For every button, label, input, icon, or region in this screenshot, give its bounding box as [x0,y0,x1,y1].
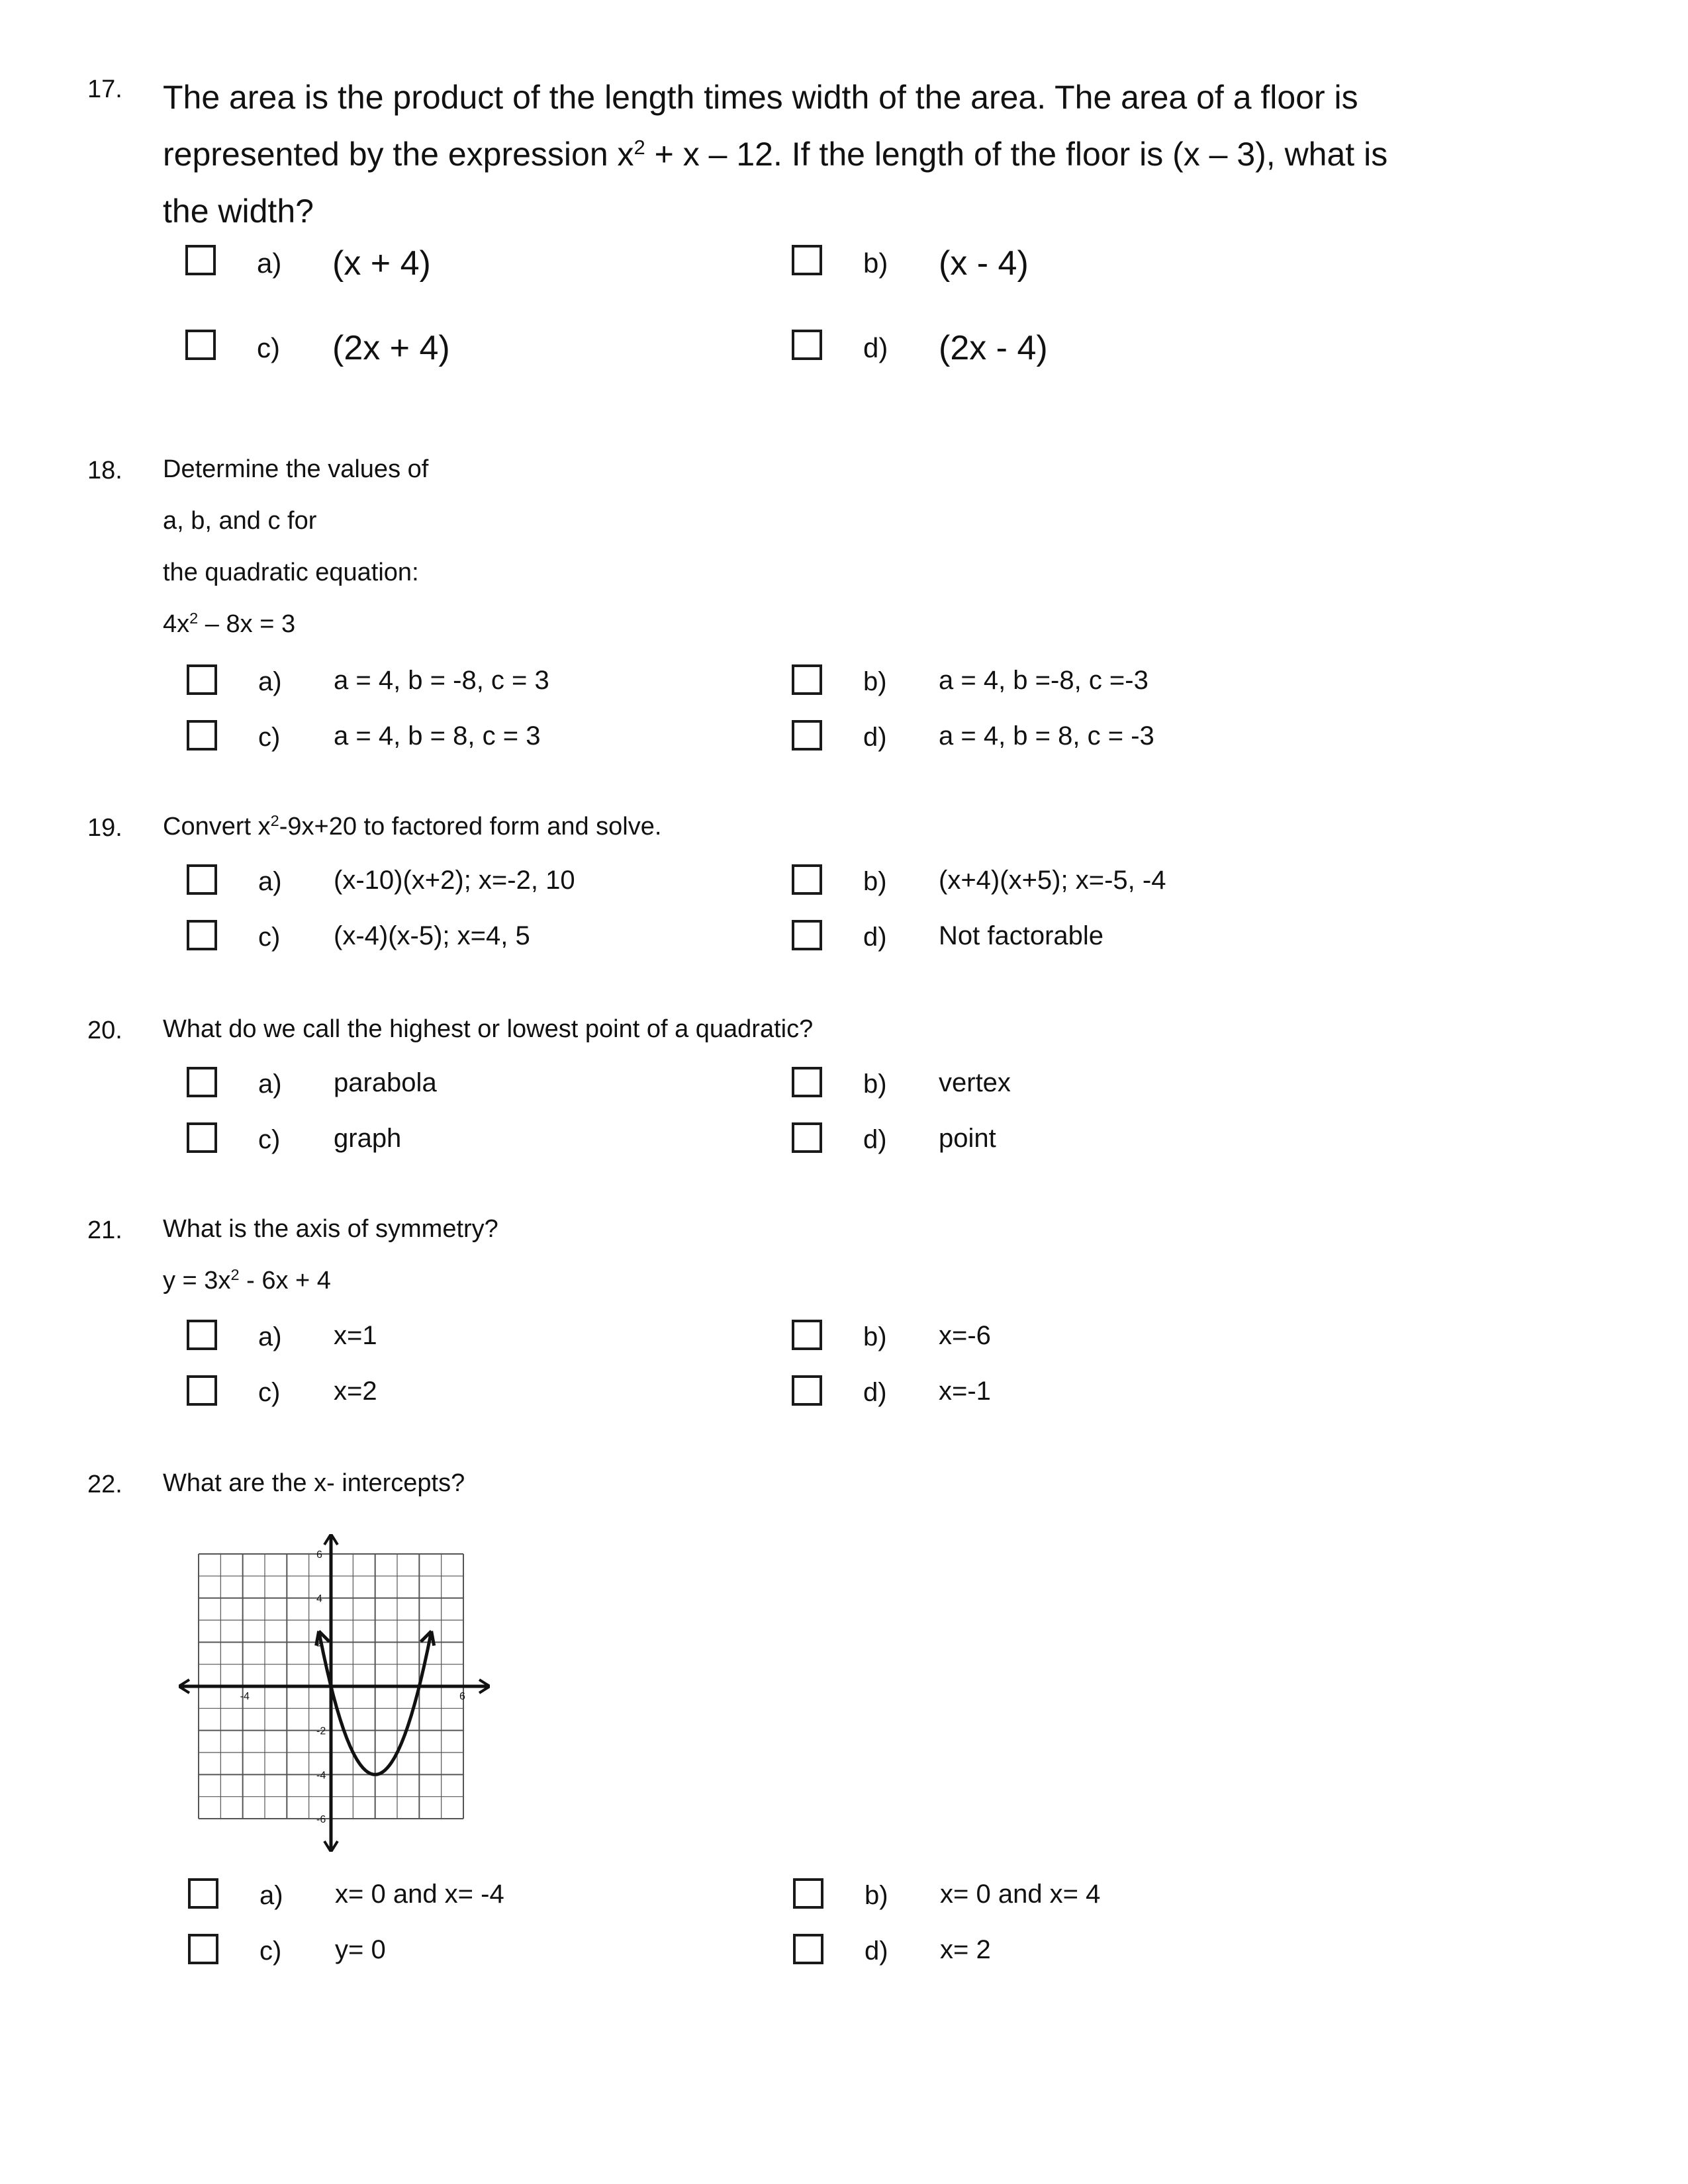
option-letter: a) [259,1881,283,1910]
option-text: a = 4, b =-8, c =-3 [939,666,1149,695]
tick-label-x: -4 [240,1691,250,1702]
option-checkbox[interactable] [793,1878,823,1909]
option-text: (x-10)(x+2); x=-2, 10 [334,866,575,895]
option-checkbox[interactable] [187,920,217,950]
option-checkbox[interactable] [188,1878,218,1909]
option-text: (2x - 4) [939,329,1048,367]
option-letter: a) [258,667,282,696]
question-text-line-2: $y = 3x^2 - 6x + 4$ [163,1266,331,1295]
question-text-line-1: What is the axis of symmetry? [163,1215,498,1243]
option-letter: d) [863,332,888,363]
option-checkbox[interactable] [792,1122,822,1153]
option-checkbox[interactable] [793,1934,823,1964]
question-text-line-1: Determine the values of [163,455,429,483]
option-text: graph [334,1124,402,1153]
option-letter: d) [863,923,887,952]
option-text: vertex [939,1068,1011,1097]
option-text: x= 2 [940,1935,991,1964]
tick-label-x: 6 [459,1691,465,1702]
option-checkbox[interactable] [792,245,822,275]
parabola-graph [179,1534,490,1852]
option-letter: b) [863,1069,887,1099]
question-number: 21. [87,1216,122,1244]
option-checkbox[interactable] [187,864,217,895]
option-checkbox[interactable] [792,864,822,895]
question-text-line-2: a, b, and c for [163,507,317,535]
tick-label-y: -4 [316,1770,326,1782]
option-text: (x+4)(x+5); x=-5, -4 [939,866,1166,895]
option-letter: b) [863,1322,887,1351]
option-checkbox[interactable] [792,1067,822,1097]
option-letter: c) [258,723,281,752]
option-checkbox[interactable] [792,1375,822,1406]
option-text: x=1 [334,1321,377,1350]
question-text-line-2: represented by the expression $x^2 + x - 12$. If the length of the floor is (x – 3), what is [163,135,1388,173]
option-text: a = 4, b = -8, c = 3 [334,666,549,695]
option-text: parabola [334,1068,437,1097]
option-letter: a) [257,248,282,279]
option-checkbox[interactable] [187,1320,217,1350]
option-letter: d) [865,1936,888,1966]
option-letter: d) [863,1125,887,1154]
question-number: 20. [87,1017,122,1044]
option-letter: c) [259,1936,282,1966]
option-letter: b) [863,667,887,696]
option-checkbox[interactable] [187,720,217,751]
option-letter: a) [258,867,282,896]
option-text: point [939,1124,996,1153]
tick-label-y: -6 [316,1814,326,1825]
option-letter: c) [258,923,281,952]
option-checkbox[interactable] [187,1375,217,1406]
option-text: a = 4, b = 8, c = -3 [939,721,1154,751]
option-checkbox[interactable] [185,245,216,275]
question-text-line-1: Convert $x^2-9x+20$ to factored form and solve. [163,812,662,841]
option-text: x=-6 [939,1321,991,1350]
option-text: a = 4, b = 8, c = 3 [334,721,541,751]
option-checkbox[interactable] [792,1320,822,1350]
option-text: x=2 [334,1377,377,1406]
question-number: 17. [87,75,122,103]
option-text: x=-1 [939,1377,991,1406]
option-text: (x-4)(x-5); x=4, 5 [334,921,530,950]
option-checkbox[interactable] [792,330,822,360]
option-text: x= 0 and x= -4 [335,1880,504,1909]
question-text-line-3: the width? [163,193,314,230]
option-text: (x + 4) [332,244,431,283]
question-text-line-4: $4x^2 - 8x = 3$ [163,610,296,638]
option-text: (2x + 4) [332,329,450,367]
option-text: Not factorable [939,921,1104,950]
option-checkbox[interactable] [792,720,822,751]
option-letter: b) [865,1881,888,1910]
question-number: 22. [87,1471,122,1498]
question-text-line-3: the quadratic equation: [163,559,419,586]
option-checkbox[interactable] [792,664,822,695]
option-text: y= 0 [335,1935,386,1964]
tick-label-y: 4 [316,1593,322,1605]
option-letter: b) [863,867,887,896]
option-letter: d) [863,1378,887,1407]
option-text: x= 0 and x= 4 [940,1880,1101,1909]
option-text: (x - 4) [939,244,1029,283]
question-text-line-1: What are the x- intercepts? [163,1469,465,1497]
tick-label-y: -2 [316,1725,326,1737]
option-checkbox[interactable] [187,664,217,695]
option-checkbox[interactable] [188,1934,218,1964]
option-letter: c) [258,1378,281,1407]
option-letter: c) [258,1125,281,1154]
tick-label-y: 6 [316,1549,322,1561]
option-checkbox[interactable] [187,1067,217,1097]
question-number: 19. [87,814,122,842]
tick-label-y: 2 [316,1637,322,1649]
option-letter: a) [258,1069,282,1099]
question-text-line-1: What do we call the highest or lowest point of a quadratic? [163,1015,814,1043]
question-text-line-1: The area is the product of the length times width of the area. The area of a floor is [163,79,1358,116]
option-checkbox[interactable] [187,1122,217,1153]
option-letter: d) [863,723,887,752]
option-letter: b) [863,248,888,279]
option-checkbox[interactable] [792,920,822,950]
option-letter: c) [257,332,280,363]
option-checkbox[interactable] [185,330,216,360]
question-number: 18. [87,457,122,484]
option-letter: a) [258,1322,282,1351]
